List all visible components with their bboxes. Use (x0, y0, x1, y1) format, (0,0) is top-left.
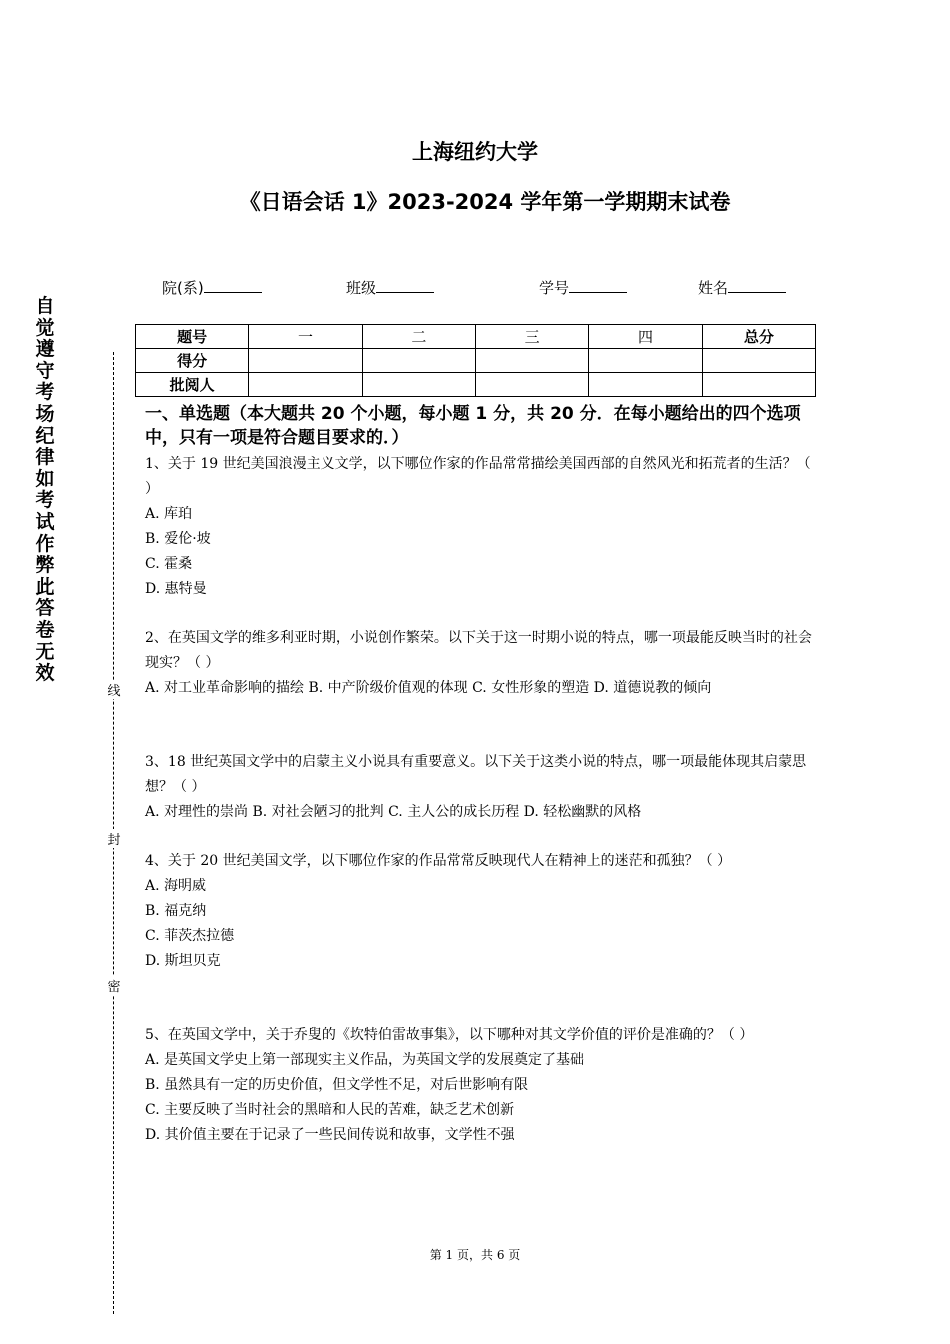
question-2 (145, 626, 821, 701)
option-a[interactable]: A. 是英国文学史上第一部现实主义作品，为英国文学的发展奠定了基础 (145, 1052, 585, 1068)
exam-discipline-notice: 自觉遵守考场纪律如考试作弊此答卷无效 (35, 295, 55, 685)
grader-row-label: 批阅人 (136, 373, 249, 397)
score-row-label: 得分 (136, 349, 249, 373)
option-a[interactable]: A. 库珀 (145, 506, 193, 522)
option-a[interactable]: A. 海明威 (145, 878, 207, 894)
question-1 (145, 452, 821, 602)
class-blank[interactable] (376, 276, 434, 293)
section-heading: 一、单选题（本大题共 20 个小题，每小题 1 分，共 20 分．在每小题给出的四个选项中，只有一项是符合题目要求的．） (145, 404, 801, 448)
question-4 (145, 849, 821, 974)
grader-row (136, 373, 816, 397)
grader-cell[interactable] (589, 373, 702, 397)
grader-cell[interactable] (475, 373, 588, 397)
grader-cell[interactable] (702, 373, 815, 397)
exam-title: 《日语会话 1》2023-2024 学年第一学期期末试卷 (239, 190, 731, 214)
question-stem: 1、关于 19 世纪美国浪漫主义文学，以下哪位作家的作品常常描绘美国西部的自然风光和拓荒者的生活？（ ） (145, 456, 811, 497)
question-stem: 3、18 世纪英国文学中的启蒙主义小说具有重要意义。以下关于这类小说的特点，哪一项最能体现其启蒙思想？（ ） (145, 754, 807, 795)
options-line[interactable]: A. 对工业革命影响的描绘 B. 中产阶级价值观的体现 C. 女性形象的塑造 D. 道德说教的倾向 (145, 680, 712, 696)
student-id-blank[interactable] (569, 276, 627, 293)
department-label: 院(系) (162, 279, 204, 297)
grader-cell[interactable] (362, 373, 475, 397)
score-cell[interactable] (589, 349, 702, 373)
department-field[interactable] (162, 276, 262, 298)
score-header-cell: 二 (362, 325, 475, 349)
score-header-cell: 三 (475, 325, 588, 349)
seal-mark-seal: 封 (106, 829, 122, 848)
options-line[interactable]: A. 对理性的崇尚 B. 对社会陋习的批判 C. 主人公的成长历程 D. 轻松幽默的风格 (145, 804, 642, 820)
student-id-field[interactable] (539, 276, 627, 298)
option-b[interactable]: B. 福克纳 (145, 903, 207, 919)
score-table (135, 324, 816, 397)
question-5 (145, 1023, 821, 1148)
score-header-cell: 总分 (702, 325, 815, 349)
score-cell[interactable] (249, 349, 362, 373)
question-stem: 4、关于 20 世纪美国文学，以下哪位作家的作品常常反映现代人在精神上的迷茫和孤独？（ ） (145, 853, 732, 869)
seal-mark-line: 线 (106, 680, 122, 699)
question-stem: 5、在英国文学中，关于乔叟的《坎特伯雷故事集》，以下哪种对其文学价值的评价是准确的？（ ） (145, 1027, 754, 1043)
option-d[interactable]: D. 斯坦贝克 (145, 953, 221, 969)
name-blank[interactable] (728, 276, 786, 293)
option-c[interactable]: C. 霍桑 (145, 556, 193, 572)
student-info-row (0, 276, 950, 300)
score-table-header-row (136, 325, 816, 349)
score-cell[interactable] (702, 349, 815, 373)
question-3 (145, 750, 821, 825)
option-d[interactable]: D. 其价值主要在于记录了一些民间传说和故事，文学性不强 (145, 1127, 515, 1143)
class-label: 班级 (346, 279, 377, 297)
class-field[interactable] (346, 276, 434, 298)
grader-cell[interactable] (249, 373, 362, 397)
score-cell[interactable] (362, 349, 475, 373)
page-footer: 第 1 页，共 6 页 (429, 1248, 521, 1262)
name-field[interactable] (698, 276, 786, 298)
university-title: 上海纽约大学 (412, 140, 538, 164)
department-blank[interactable] (204, 276, 262, 293)
score-row (136, 349, 816, 373)
name-label: 姓名 (698, 279, 729, 297)
option-c[interactable]: C. 菲茨杰拉德 (145, 928, 235, 944)
score-header-cell: 题号 (136, 325, 249, 349)
score-cell[interactable] (475, 349, 588, 373)
option-c[interactable]: C. 主要反映了当时社会的黑暗和人民的苦难，缺乏艺术创新 (145, 1102, 515, 1118)
option-b[interactable]: B. 爱伦·坡 (145, 531, 211, 547)
option-d[interactable]: D. 惠特曼 (145, 581, 207, 597)
option-b[interactable]: B. 虽然具有一定的历史价值，但文学性不足，对后世影响有限 (145, 1077, 529, 1093)
score-header-cell: 四 (589, 325, 702, 349)
score-header-cell: 一 (249, 325, 362, 349)
student-id-label: 学号 (539, 279, 570, 297)
question-stem: 2、在英国文学的维多利亚时期，小说创作繁荣。以下关于这一时期小说的特点，哪一项最能反映当时的社会现实？（ ） (145, 630, 812, 671)
seal-mark-secret: 密 (106, 976, 122, 995)
